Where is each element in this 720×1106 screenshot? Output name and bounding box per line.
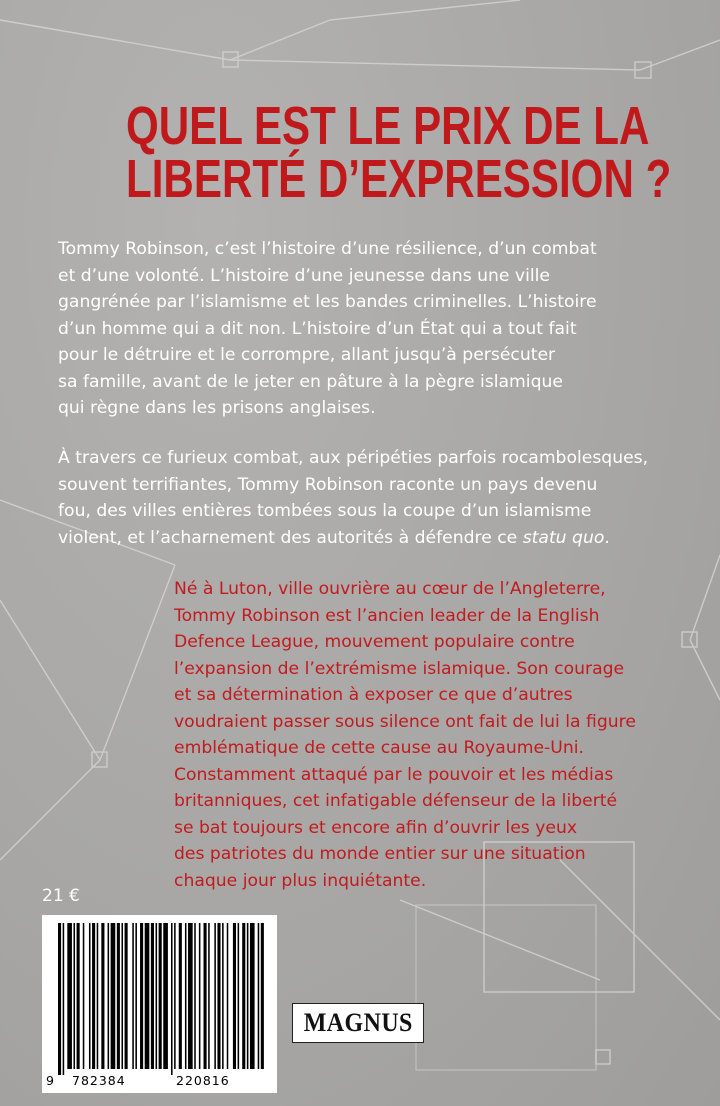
barcode-bar: [238, 923, 240, 1069]
text-line: chaque jour plus inquiétante.: [174, 870, 427, 891]
barcode-bar: [135, 923, 137, 1069]
barcode-bar: [261, 923, 264, 1069]
publisher-logo: [292, 1003, 424, 1043]
text-line: et d’une volonté. L’histoire d’une jeunesse dans une ville: [58, 265, 551, 286]
barcode-first-digit: 9: [46, 1073, 55, 1088]
publisher-name: MAGNUS: [303, 1008, 413, 1037]
barcode-bar: [222, 923, 224, 1069]
text-line: fou, des villes entières tombées sous la coupe d’un islamisme: [58, 501, 592, 521]
barcode-bar: [242, 923, 245, 1069]
barcode-bar: [199, 923, 201, 1069]
text-line: et sa détermination à exposer ce que d’autres: [174, 685, 573, 705]
text-line: d’un homme qui a dit non. L’histoire d’un État qui a tout fait: [58, 318, 577, 339]
barcode-bar: [108, 923, 110, 1069]
barcode-bar: [204, 923, 207, 1069]
text-line: britanniques, cet infatigable défenseur de la liberté: [174, 791, 618, 811]
barcode-bar: [73, 923, 75, 1069]
barcode-bar: [140, 923, 143, 1069]
barcode-bar: [233, 923, 236, 1069]
barcode-bar: [101, 923, 104, 1069]
barcode-bar: [92, 923, 95, 1069]
text-line: voudraient passer sous silence ont fait de lui la figure: [174, 711, 636, 732]
text-line: Tommy Robinson est l’ancien leader de la English: [174, 605, 600, 626]
text-line: gangrénée par l’islamisme et les bandes criminelles. L’histoire: [58, 292, 597, 312]
barcode-right-group: 220816: [176, 1073, 230, 1088]
barcode-bar: [145, 923, 150, 1069]
barcode-bar: [58, 923, 61, 1075]
barcode-bar: [117, 923, 120, 1069]
barcode-bar: [208, 923, 210, 1069]
text-span: violent, et l’acharnement des autorités à défendre ce: [58, 527, 523, 548]
barcode-bar: [111, 923, 116, 1069]
barcode-bar: [83, 923, 85, 1069]
barcode-bar: [159, 923, 162, 1069]
price-label: 21 €: [42, 886, 80, 906]
barcode-bar: [121, 923, 123, 1069]
barcode-bar: [227, 923, 229, 1069]
text-line: l’expansion de l’extrémisme islamique. Son courage: [174, 658, 625, 679]
text-line: emblématique de cette cause au Royaume-Uni.: [174, 738, 584, 758]
text-line: souvent terrifiantes, Tommy Robinson raconte un pays devenu: [58, 474, 598, 495]
text-line: pour le détruire et le corrompre, allant jusqu’à persécuter: [58, 345, 556, 365]
barcode-bar: [258, 923, 260, 1069]
barcode-bar: [214, 923, 216, 1069]
barcode-bars: [42, 915, 277, 1093]
barcode-bar: [97, 923, 99, 1069]
barcode-bar: [250, 923, 255, 1069]
barcode-bar: [247, 923, 249, 1069]
headline-line-2: LIBERTÉ D’EXPRESSION ?: [126, 149, 672, 209]
barcode-left-group: 782384: [72, 1073, 126, 1088]
barcode-bar: [151, 923, 154, 1069]
text-span: .: [604, 527, 610, 548]
barcode-bar: [185, 923, 187, 1069]
barcode-bar: [171, 923, 173, 1075]
barcode-bar: [174, 923, 176, 1069]
barcode-bar: [194, 923, 196, 1069]
barcode-bar: [125, 923, 128, 1069]
barcode-bar: [63, 923, 65, 1075]
text-line: qui règne dans les prisons anglaises.: [58, 398, 376, 418]
text-line: Defence League, mouvement populaire contre: [174, 632, 575, 652]
synopsis-paragraph-2: [58, 445, 662, 551]
headline-line-1: QUEL EST LE PRIX DE LA: [126, 96, 650, 156]
text-line: Tommy Robinson, c’est l’histoire d’une résilience, d’un combat: [58, 239, 597, 259]
barcode-bar: [179, 923, 182, 1069]
text-line: sa famille, avant de le jeter en pâture à la pègre islamique: [58, 371, 563, 392]
text-line: Né à Luton, ville ouvrière au cœur de l’Angleterre,: [174, 579, 606, 599]
barcode-bar: [156, 923, 158, 1069]
barcode-bar: [67, 923, 72, 1069]
synopsis-paragraph-1: [58, 236, 662, 422]
text-line: Constamment attaqué par le pouvoir et les médias: [174, 764, 614, 785]
text-line: des patriotes du monde entier sur une situation: [174, 844, 586, 864]
author-biography: [174, 576, 664, 894]
italic-phrase: statu quo: [522, 527, 605, 548]
text-line: [58, 525, 662, 552]
isbn-barcode: [42, 915, 277, 1093]
text-line: À travers ce furieux combat, aux péripéties parfois rocambolesques,: [58, 448, 649, 468]
barcode-bar: [217, 923, 220, 1069]
barcode-bar: [188, 923, 193, 1069]
barcode-bar: [163, 923, 168, 1069]
barcode-bar: [89, 923, 91, 1069]
barcode-bar: [77, 923, 80, 1069]
text-line: se bat toujours et encore afin d’ouvrir les yeux: [174, 817, 578, 838]
barcode-bar: [132, 923, 134, 1069]
